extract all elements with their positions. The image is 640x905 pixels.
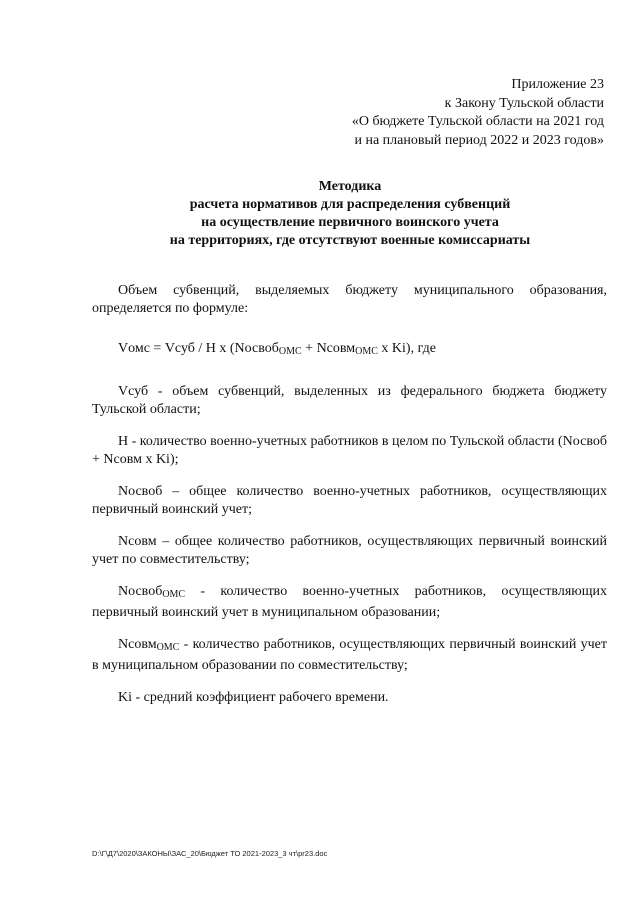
definition-ki: Ki - средний коэффициент рабочего времени. — [118, 690, 389, 705]
def6-text: - количество работников, осуществляющих первичный воинский учет в муниципальном образовании по совместительству; — [92, 637, 607, 673]
title-line-1: Методика — [318, 179, 382, 194]
document-body — [92, 282, 607, 707]
definition-nsovm-omc — [92, 636, 607, 675]
appendix-header — [304, 76, 604, 150]
appendix-law-title-1: «О бюджете Тульской области на 2021 год — [351, 114, 604, 129]
document-title — [0, 178, 640, 250]
formula-part-1: Vомс = Vсуб / Н х (Nосвоб — [118, 341, 279, 356]
definition-vsub: Vсуб - объем субвенций, выделенных из федерального бюджета бюджету Тульской области; — [92, 384, 607, 417]
appendix-number: Приложение 23 — [511, 77, 604, 92]
definition-nsovm: Nсовм – общее количество работников, осуществляющих первичный воинский учет по совместительству; — [92, 534, 607, 567]
appendix-law-ref: к Закону Тульской области — [444, 95, 604, 111]
formula-part-2: + Nсовм — [301, 341, 356, 356]
title-line-3: на осуществление первичного воинского учета — [201, 215, 499, 230]
formula-subscript-1: ОМС — [278, 346, 302, 357]
title-line-2: расчета нормативов для распределения субвенций — [189, 197, 511, 212]
def6-subscript: ОМС — [156, 642, 180, 653]
appendix-law-title-2: и на плановый период 2022 и 2023 годов» — [354, 132, 604, 148]
formula-subscript-2: ОМС — [355, 346, 378, 357]
intro-paragraph: Объем субвенций, выделяемых бюджету муниципального образования, определяется по формуле: — [92, 283, 607, 316]
def5-term: Nосвоб — [118, 584, 163, 599]
formula-part-3: х Ki), где — [377, 341, 436, 356]
definition-nosvob-omc — [92, 583, 607, 622]
title-line-4: на территориях, где отсутствуют военные комиссариаты — [169, 233, 531, 248]
file-path-footer: D:\Г\Д7\2020\ЗАКОНЫ\ЗАС_20\Бюджет ТО 2021-2023_3 чт\pr23.doc — [92, 849, 328, 858]
def5-subscript: ОМС — [162, 589, 186, 600]
definition-n: Н - количество военно-учетных работников в целом по Тульской области (Nосвоб + Nсовм х Ki); — [92, 434, 607, 467]
def6-term: Nсовм — [118, 637, 157, 652]
def5-text: - количество военно-учетных работников, осуществляющих первичный воинский учет в муниципальном образовании; — [92, 584, 607, 620]
formula — [92, 340, 607, 361]
definition-nosvob: Nосвоб – общее количество военно-учетных работников, осуществляющих первичный воинский учет; — [92, 484, 607, 517]
